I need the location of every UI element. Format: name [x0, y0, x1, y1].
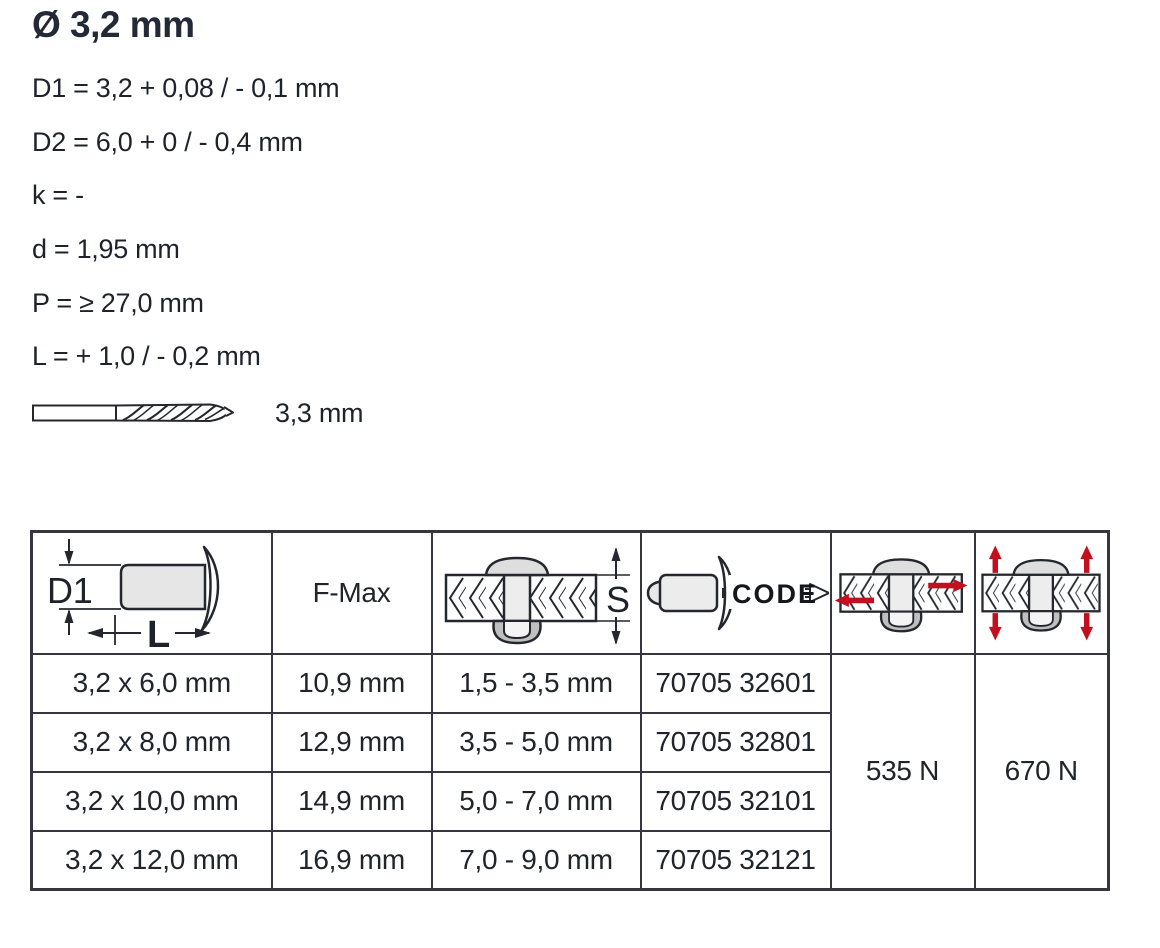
code-label: CODE [731, 578, 818, 609]
header-cell-tensile-strength [975, 532, 1109, 654]
code-cell: 70705 32101 [641, 772, 831, 831]
header-cell-fmax: F-Max [272, 532, 432, 654]
size-cell: 3,2 x 10,0 mm [32, 772, 272, 831]
d1-dimension-label: D1 [46, 569, 93, 611]
spec-p: P = ≥ 27,0 mm [32, 287, 204, 318]
size-cell: 3,2 x 12,0 mm [32, 831, 272, 890]
spec-d2: D2 = 6,0 + 0 / - 0,4 mm [32, 126, 303, 157]
fmax-cell: 16,9 mm [272, 831, 432, 890]
table-header-row [32, 532, 1109, 654]
grip-cell: 1,5 - 3,5 mm [432, 654, 641, 713]
tensile-strength-value: 670 N [975, 654, 1109, 890]
shear-strength-value: 535 N [831, 654, 975, 890]
grip-cell: 5,0 - 7,0 mm [432, 772, 641, 831]
l-dimension-label: L [146, 613, 170, 651]
code-cell: 70705 32601 [641, 654, 831, 713]
drill-bit-icon [30, 392, 235, 434]
s-grip-label: S [606, 578, 630, 620]
tensile-strength-diagram-icon [976, 541, 1108, 645]
grip-cell: 3,5 - 5,0 mm [432, 713, 641, 772]
page-title: Ø 3,2 mm [32, 4, 195, 45]
rivet-code-diagram-icon [642, 545, 830, 641]
fmax-cell: 14,9 mm [272, 772, 432, 831]
grip-cell: 7,0 - 9,0 mm [432, 831, 641, 890]
code-cell: 70705 32801 [641, 713, 831, 772]
spec-list [32, 62, 339, 384]
size-cell: 3,2 x 8,0 mm [32, 713, 272, 772]
grip-range-diagram-icon [433, 539, 640, 647]
header-cell-grip-range [432, 532, 641, 654]
drill-diameter-label: 3,3 mm [275, 397, 364, 428]
spec-d: d = 1,95 mm [32, 234, 180, 265]
fmax-cell: 12,9 mm [272, 713, 432, 772]
spec-k: k = - [32, 180, 84, 211]
drill-size-row [30, 392, 363, 434]
header-cell-shear-strength [831, 532, 975, 654]
code-cell: 70705 32121 [641, 831, 831, 890]
size-cell: 3,2 x 6,0 mm [32, 654, 272, 713]
shear-strength-diagram-icon [832, 543, 974, 643]
header-cell-dimensions [32, 532, 272, 654]
rivet-spec-table [30, 530, 1110, 891]
table-row [32, 654, 1109, 713]
rivet-dimension-diagram-icon [33, 535, 271, 651]
spec-d1: D1 = 3,2 + 0,08 / - 0,1 mm [32, 73, 340, 104]
header-cell-code [641, 532, 831, 654]
spec-l: L = + 1,0 / - 0,2 mm [32, 341, 261, 372]
fmax-cell: 10,9 mm [272, 654, 432, 713]
